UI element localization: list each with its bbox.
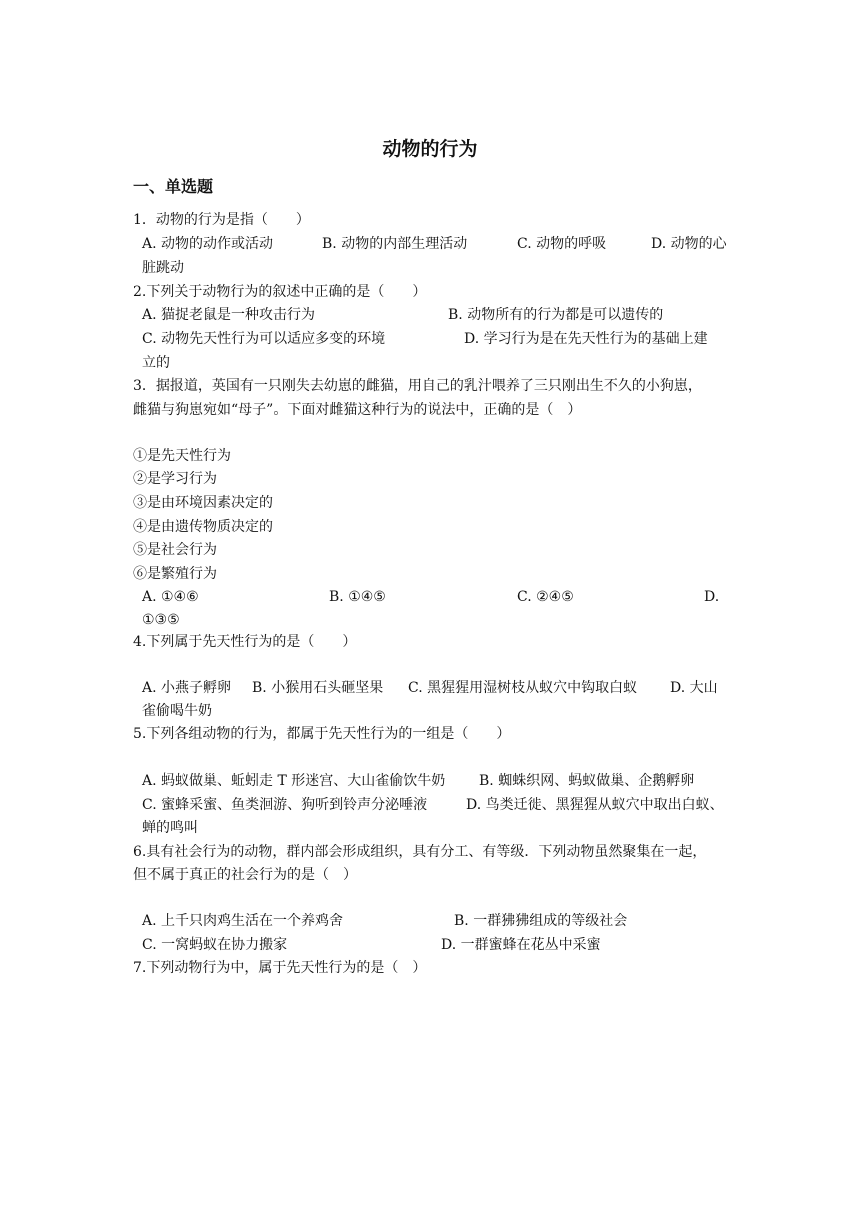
question-3-option-c[interactable]: C. ②④⑤ <box>517 589 574 605</box>
question-3-item-3: ③是由环境因素决定的 <box>133 495 273 511</box>
question-2-option-c[interactable]: C. 动物先天性行为可以适应多变的环境 <box>142 331 386 347</box>
question-3-item-1: ①是先天性行为 <box>133 448 231 464</box>
question-5-option-d[interactable]: D. 鸟类迁徙、黑猩猩从蚁穴中取出白蚁、 <box>466 797 724 813</box>
question-1-option-c[interactable]: C. 动物的呼吸 <box>517 236 607 252</box>
question-6-option-a[interactable]: A. 上千只肉鸡生活在一个养鸡舍 <box>142 913 344 929</box>
question-7-stem: 7.下列动物行为中，属于先天性行为的是（ ） <box>133 960 427 976</box>
question-3-stem-line-2: 雌猫与狗崽宛如“母子”。下面对雌猫这种行为的说法中，正确的是（ ） <box>133 402 582 418</box>
question-3-item-4: ④是由遗传物质决定的 <box>133 519 273 535</box>
question-3-option-d-continued: ①③⑤ <box>142 612 180 628</box>
question-2-stem: 2.下列关于动物行为的叙述中正确的是（ ） <box>133 284 427 300</box>
question-1-option-b[interactable]: B. 动物的内部生理活动 <box>322 236 468 252</box>
question-4-option-c[interactable]: C. 黑猩猩用湿树枝从蚁穴中钩取白蚁 <box>408 680 638 696</box>
question-3-item-6: ⑥是繁殖行为 <box>133 566 217 582</box>
question-1-stem: 1．动物的行为是指（ ） <box>133 212 310 228</box>
question-4-option-a[interactable]: A. 小燕子孵卵 <box>142 680 232 696</box>
question-6-stem-line-2: 但不属于真正的社会行为的是（ ） <box>133 867 357 883</box>
question-6-option-c[interactable]: C. 一窝蚂蚁在协力搬家 <box>142 937 288 953</box>
question-4-option-d[interactable]: D. 大山 <box>670 680 718 696</box>
section-heading: 一、单选题 <box>133 177 214 196</box>
question-1-option-d-continued: 脏跳动 <box>142 260 184 276</box>
question-3-item-2: ②是学习行为 <box>133 471 217 487</box>
question-6-stem-line-1: 6.具有社会行为的动物，群内部会形成组织，具有分工、有等级．下列动物虽然聚集在一起， <box>133 844 707 860</box>
question-5-option-c[interactable]: C. 蜜蜂采蜜、鱼类洄游、狗听到铃声分泌唾液 <box>142 797 428 813</box>
question-3-item-5: ⑤是社会行为 <box>133 542 217 558</box>
question-3-option-d[interactable]: D. <box>704 589 720 605</box>
question-4-option-b[interactable]: B. 小猴用石头砸坚果 <box>252 680 384 696</box>
question-6-option-d[interactable]: D. 一群蜜蜂在花丛中采蜜 <box>441 937 601 953</box>
question-4-option-d-continued: 雀偷喝牛奶 <box>142 703 212 719</box>
question-2-option-d-continued: 立的 <box>142 355 170 371</box>
question-4-stem: 4.下列属于先天性行为的是（ ） <box>133 634 357 650</box>
question-1-option-a[interactable]: A. 动物的动作或活动 <box>142 236 274 252</box>
question-5-option-a[interactable]: A. 蚂蚁做巢、蚯蚓走 T 形迷宫、大山雀偷饮牛奶 <box>142 773 446 789</box>
question-3-stem-line-1: 3．据报道，英国有一只刚失去幼崽的雌猫，用自己的乳汁喂养了三只刚出生不久的小狗崽， <box>133 378 702 394</box>
question-6-option-b[interactable]: B. 一群狒狒组成的等级社会 <box>454 913 628 929</box>
question-3-option-b[interactable]: B. ①④⑤ <box>329 589 386 605</box>
question-3-option-a[interactable]: A. ①④⑥ <box>142 589 199 605</box>
question-1-option-d[interactable]: D. 动物的心 <box>651 236 727 252</box>
question-5-stem: 5.下列各组动物的行为，都属于先天性行为的一组是（ ） <box>133 726 511 742</box>
question-2-option-a[interactable]: A. 猫捉老鼠是一种攻击行为 <box>142 307 316 323</box>
question-5-option-d-continued: 蝉的鸣叫 <box>142 820 198 836</box>
question-2-option-d[interactable]: D. 学习行为是在先天性行为的基础上建 <box>464 331 708 347</box>
question-5-option-b[interactable]: B. 蜘蛛织网、蚂蚁做巢、企鹅孵卵 <box>479 773 695 789</box>
page-title: 动物的行为 <box>382 138 478 160</box>
question-2-option-b[interactable]: B. 动物所有的行为都是可以遗传的 <box>448 307 664 323</box>
